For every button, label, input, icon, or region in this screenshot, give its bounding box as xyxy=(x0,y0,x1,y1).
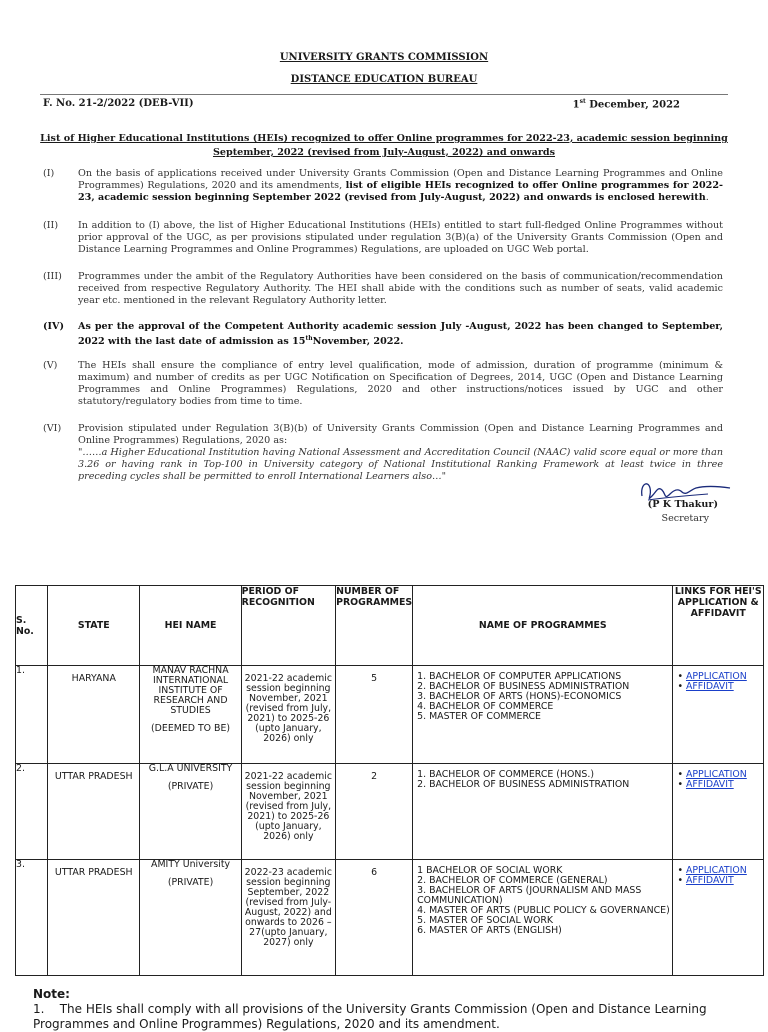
file-number: F. No. 21-2/2022 (DEB-VII) xyxy=(43,98,194,109)
application-link[interactable]: APPLICATION xyxy=(685,671,747,682)
paragraph-number: (II) xyxy=(43,220,59,231)
note-text: The HEIs shall comply with all provisions of the University Grants Commission (Open and Distance Learning Programmes and Online Programmes) Regulations, 2020 and its amendment. xyxy=(33,1002,707,1031)
link-item: • AFFIDAVIT xyxy=(677,779,734,790)
programme-item: 4. BACHELOR OF COMMERCE xyxy=(417,701,554,712)
cell-count: 6 xyxy=(336,860,413,976)
programme-item: 1. BACHELOR OF COMMERCE (HONS.) xyxy=(417,769,594,780)
regulation-quote: "……a Higher Educational Institution having National Assessment and Accreditation Council (NAAC) valid score equal or more than 3.26 or having rank in Top-100 in University category of National Institutional Ranking Framework at least twice in three preceding cycles shall be permitted to enroll International Learners also…" xyxy=(78,447,723,482)
paragraph-4 xyxy=(43,321,723,348)
paragraph-text: As per the approval of the Competent Authority academic session July -August, 2022 has been changed to September, 2022 with the last date of admission as 15 xyxy=(78,321,723,348)
paragraph-text: The HEIs shall ensure the compliance of entry level qualification, mode of admission, duration of programme (minimum & maximum) and number of credits as per UGC Notification on Specification of Degrees, 2014, UGC (Open and Distance Learning Programmes and Online Programmes) Regulations, 2020 and other instructions/notices issued by UGC and other statutory/regulatory bodies from time to time. xyxy=(78,360,723,407)
cell-count: 2 xyxy=(336,764,413,860)
cell-sno: 2. xyxy=(16,764,48,860)
cell-period: 2021-22 academic session beginning November, 2021 (revised from July, 2021) to 2025-26 (upto January, 2026) only xyxy=(241,666,335,764)
link-item: • APPLICATION xyxy=(677,671,747,682)
col-state: STATE xyxy=(48,586,140,666)
cell-links xyxy=(673,764,764,860)
cell-programmes xyxy=(413,860,673,976)
hei-type: (PRIVATE) xyxy=(167,877,214,888)
link-item: • AFFIDAVIT xyxy=(677,875,734,886)
note-heading: Note: xyxy=(33,987,70,1001)
document-date xyxy=(573,98,680,110)
ordinal-suffix: th xyxy=(305,335,313,342)
hei-name: MANAV RACHNA INTERNATIONAL INSTITUTE OF RESEARCH AND STUDIES xyxy=(152,665,229,716)
date-suffix: st xyxy=(579,98,586,105)
programme-item: 2. BACHELOR OF BUSINESS ADMINISTRATION xyxy=(417,681,630,692)
affidavit-link[interactable]: AFFIDAVIT xyxy=(685,681,734,692)
col-period: PERIOD OF RECOGNITION xyxy=(241,586,335,666)
cell-programmes xyxy=(413,764,673,860)
cell-state: HARYANA xyxy=(48,666,140,764)
cell-links xyxy=(673,860,764,976)
col-programmes: NAME OF PROGRAMMES xyxy=(413,586,673,666)
programme-item: 1. BACHELOR OF COMPUTER APPLICATIONS xyxy=(417,671,622,682)
cell-sno: 1. xyxy=(16,666,48,764)
table-row xyxy=(16,666,764,764)
paragraph-text-end: . xyxy=(705,192,709,203)
cell-count: 5 xyxy=(336,666,413,764)
note-number: 1. xyxy=(33,1002,45,1016)
link-item: • APPLICATION xyxy=(677,865,747,876)
table-row xyxy=(16,764,764,860)
hei-type: (DEEMED TO BE) xyxy=(151,723,231,734)
paragraph-bold-text: list of eligible HEIs recognized to offer Online programmes for 2022-23, academic session beginning September 2022 (revised from July-August, 2022) and onwards is enclosed herewith xyxy=(78,180,723,203)
hei-name: AMITY University xyxy=(151,859,231,870)
paragraph-number: (VI) xyxy=(43,423,62,434)
cell-hei xyxy=(140,666,241,764)
link-item: • APPLICATION xyxy=(677,769,747,780)
cell-hei xyxy=(140,860,241,976)
programme-item: 4. MASTER OF ARTS (PUBLIC POLICY & GOVERNANCE) xyxy=(417,905,670,916)
paragraph-number: (I) xyxy=(43,168,55,179)
cell-state: UTTAR PRADESH xyxy=(48,764,140,860)
affidavit-link[interactable]: AFFIDAVIT xyxy=(685,779,734,790)
signatory-name: (P K Thakur) xyxy=(647,499,718,510)
signatory-role: Secretary xyxy=(661,513,709,524)
paragraph-text-end: November, 2022. xyxy=(312,336,404,348)
paragraph-number: (V) xyxy=(43,360,58,371)
programme-item: 5. MASTER OF COMMERCE xyxy=(417,711,541,722)
hei-table xyxy=(15,585,764,976)
paragraph-1 xyxy=(43,168,723,204)
hei-name: G.L.A UNIVERSITY xyxy=(148,763,233,774)
org-heading: UNIVERSITY GRANTS COMMISSION xyxy=(279,52,489,63)
col-number: NUMBER OF PROGRAMMES xyxy=(336,586,413,666)
programme-item: 2. BACHELOR OF BUSINESS ADMINISTRATION xyxy=(417,779,630,790)
table-row xyxy=(16,860,764,976)
hei-type: (PRIVATE) xyxy=(167,781,214,792)
date-day: 1 xyxy=(572,99,580,111)
note-label xyxy=(33,987,70,1001)
paragraph-text: On the basis of applications received under University Grants Commission (Open and Distance Learning Programmes and Online Programmes) Regulations, 2020 and its amendments, xyxy=(78,168,723,191)
cell-period: 2022-23 academic session beginning September, 2022 (revised from July-August, 2022) and onwards to 2026 – 27(upto January, 2027) only xyxy=(241,860,335,976)
header-divider xyxy=(40,94,728,95)
bureau-heading: DISTANCE EDUCATION BUREAU xyxy=(290,74,478,85)
programme-item: 1 BACHELOR OF SOCIAL WORK xyxy=(417,865,563,876)
cell-hei xyxy=(140,764,241,860)
affidavit-link[interactable]: AFFIDAVIT xyxy=(685,875,734,886)
cell-links xyxy=(673,666,764,764)
col-hei-name: HEI NAME xyxy=(140,586,241,666)
date-rest: December, 2022 xyxy=(585,99,680,111)
paragraph-5 xyxy=(43,360,723,408)
paragraph-text: Provision stipulated under Regulation 3(B)(b) of University Grants Commission (Open and Distance Learning Programmes and Online Programmes) Regulations, 2020 as: xyxy=(78,423,723,446)
application-link[interactable]: APPLICATION xyxy=(685,769,747,780)
table-header-row xyxy=(16,586,764,666)
col-sno: S. No. xyxy=(16,586,48,666)
programme-item: 3. BACHELOR OF ARTS (JOURNALISM AND MASS COMMUNICATION) xyxy=(417,885,642,906)
cell-period: 2021-22 academic session beginning November, 2021 (revised from July, 2021) to 2025-26 (upto January, 2026) only xyxy=(241,764,335,860)
paragraph-3 xyxy=(43,271,723,307)
paragraph-text: Programmes under the ambit of the Regulatory Authorities have been considered on the basis of communication/recommendation received from respective Regulatory Authority. The HEI shall abide with the conditions such as number of seats, valid academic year etc. mentioned in the relevant Regulatory Authority letter. xyxy=(78,271,723,306)
programme-item: 6. MASTER OF ARTS (ENGLISH) xyxy=(417,925,562,936)
paragraph-number: (III) xyxy=(43,271,62,282)
programme-item: 5. MASTER OF SOCIAL WORK xyxy=(417,915,553,926)
col-links: LINKS FOR HEI'S APPLICATION & AFFIDAVIT xyxy=(673,586,764,666)
cell-sno: 3. xyxy=(16,860,48,976)
programme-item: 3. BACHELOR OF ARTS (HONS)-ECONOMICS xyxy=(417,691,622,702)
application-link[interactable]: APPLICATION xyxy=(685,865,747,876)
cell-state: UTTAR PRADESH xyxy=(48,860,140,976)
paragraph-2 xyxy=(43,220,723,256)
cell-programmes xyxy=(413,666,673,764)
programme-item: 2. BACHELOR OF COMMERCE (GENERAL) xyxy=(417,875,608,886)
note-item xyxy=(33,1002,753,1032)
paragraph-text: In addition to (I) above, the list of Higher Educational Institutions (HEIs) entitled to start full-fledged Online Programmes without prior approval of the UGC, as per provisions stipulated under regulation 3(B)(a) of the University Grants Commission (Open and Distance Learning Programmes and Online Programmes) Regulations, are uploaded on UGC Web portal. xyxy=(78,220,723,255)
link-item: • AFFIDAVIT xyxy=(677,681,734,692)
paragraph-number: (IV) xyxy=(43,321,65,332)
document-title: List of Higher Educational Institutions (HEIs) recognized to offer Online programmes for 2022-23, academic session beginning September, 2022 (revised from July-August, 2022) and onwards xyxy=(40,133,728,158)
